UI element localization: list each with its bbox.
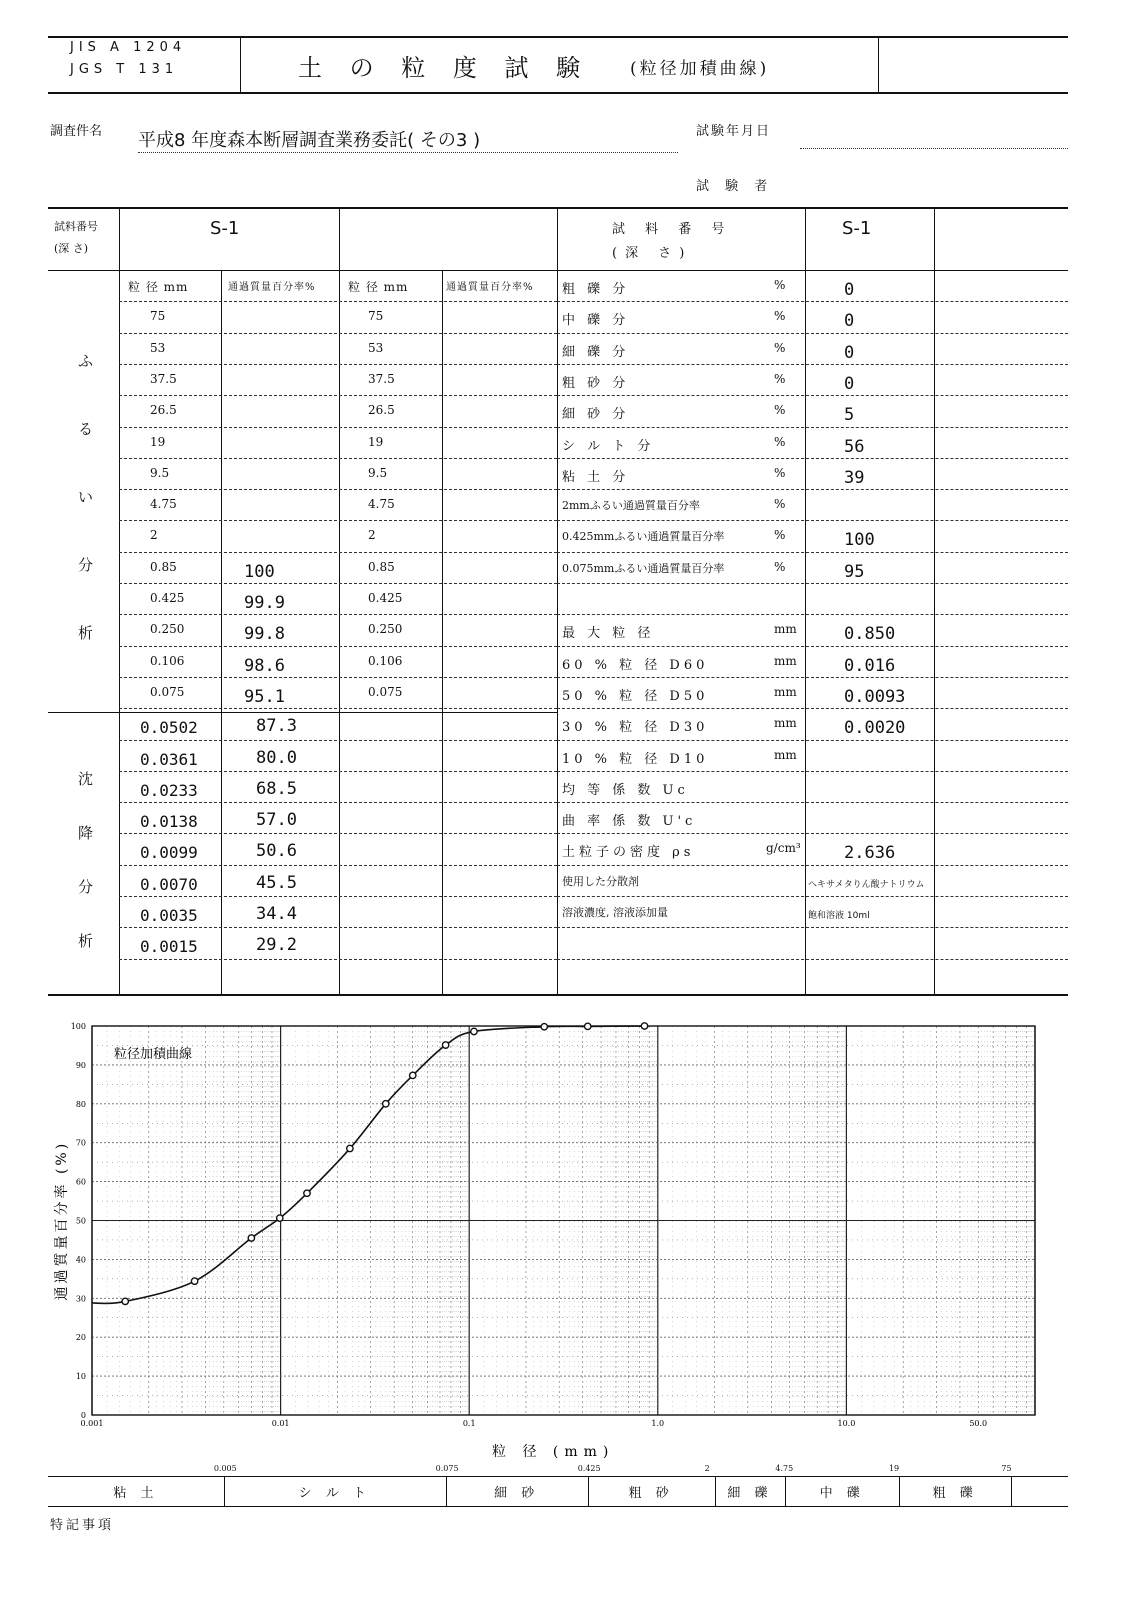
row-divider xyxy=(557,520,1068,521)
sieve-pass: 99.8 xyxy=(244,624,285,645)
y-tick-label: 100 xyxy=(70,1022,86,1031)
result-label: 10 % 粒 径 D10 xyxy=(562,751,709,767)
data-point xyxy=(585,1023,591,1029)
result-value: 0.0093 xyxy=(844,686,906,707)
class-label: 中 礫 xyxy=(819,1486,865,1501)
result-label: 60 % 粒 径 D60 xyxy=(562,657,709,673)
standard-jgs: JGS T 131 xyxy=(70,62,179,77)
sieve-size-2: 0.075 xyxy=(368,684,403,699)
result-value: 2.636 xyxy=(844,843,896,864)
result-value: 0 xyxy=(844,311,855,332)
result-unit: mm xyxy=(774,716,797,731)
x-tick-label: 0.001 xyxy=(80,1419,104,1428)
row-divider xyxy=(119,427,557,428)
class-boundary-label: 4.75 xyxy=(775,1464,794,1473)
result-label: 均 等 係 数 Uc xyxy=(562,782,689,798)
project-name: 平成8 年度森本断層調査業務委託( その3 ) xyxy=(138,126,678,153)
sieve-size-2: 0.425 xyxy=(368,591,403,605)
result-value: 0.016 xyxy=(844,655,896,676)
sieve-size: 0.075 xyxy=(150,684,185,699)
sieve-size-2: 37.5 xyxy=(368,371,395,386)
sieve-section-label: ふ xyxy=(78,352,94,370)
y-axis-label: 通過質量百分率 (%) xyxy=(54,1140,70,1301)
result-value: 56 xyxy=(844,436,865,457)
row-divider xyxy=(557,427,1068,428)
sed-size: 0.0502 xyxy=(140,718,198,738)
row-divider xyxy=(557,646,1068,647)
x-tick-label: 1.0 xyxy=(651,1419,665,1428)
sieve-size-2: 26.5 xyxy=(368,403,395,418)
sed-size: 0.0361 xyxy=(140,749,198,769)
data-point xyxy=(122,1298,128,1304)
sieve-size-2: 75 xyxy=(368,309,384,324)
sedimentation-section-label: 析 xyxy=(78,932,94,950)
row-divider xyxy=(557,833,1068,834)
result-value: 0 xyxy=(844,280,855,300)
tester-label: 試 験 者 xyxy=(696,179,774,194)
sieve-size: 0.425 xyxy=(150,591,185,605)
result-unit: % xyxy=(774,497,786,512)
row-divider xyxy=(557,552,1068,553)
x-tick-label: 0.1 xyxy=(462,1419,476,1428)
sieve-size: 0.250 xyxy=(150,622,185,637)
result-unit: % xyxy=(774,434,786,449)
row-divider xyxy=(119,959,557,960)
test-date-field xyxy=(800,147,1068,149)
result-value: 飽和溶液 10ml xyxy=(808,911,870,921)
sieve-section-label: る xyxy=(78,420,94,438)
sample-id: S-1 xyxy=(210,218,240,239)
row-divider xyxy=(119,646,557,647)
row-divider xyxy=(119,395,557,396)
class-label: 粘 土 xyxy=(113,1486,159,1501)
sed-pass: 87.3 xyxy=(256,716,297,737)
row-divider xyxy=(119,458,557,459)
standard-jis: JIS A 1204 xyxy=(70,40,187,55)
row-divider xyxy=(119,865,557,866)
sieve-size: 4.75 xyxy=(150,497,177,512)
row-divider xyxy=(557,301,1068,302)
row-divider xyxy=(557,677,1068,678)
row-divider xyxy=(557,364,1068,365)
column-header: 通過質量百分率% xyxy=(446,282,534,293)
data-point xyxy=(442,1042,448,1048)
result-unit: % xyxy=(774,559,786,574)
result-value: 100 xyxy=(844,530,875,551)
class-boundary-label: 75 xyxy=(1001,1464,1012,1473)
row-divider xyxy=(119,333,557,334)
data-point xyxy=(541,1024,547,1030)
class-boundary-label: 19 xyxy=(888,1464,900,1473)
y-tick-label: 40 xyxy=(75,1255,86,1265)
sieve-section-label: 析 xyxy=(78,624,94,642)
result-value: ヘキサメタりん酸ナトリウム xyxy=(808,879,925,890)
row-divider xyxy=(119,802,557,803)
result-value: 0 xyxy=(844,342,855,363)
y-tick-label: 60 xyxy=(75,1177,86,1187)
row-divider xyxy=(119,364,557,365)
result-unit: % xyxy=(774,465,786,480)
result-unit: % xyxy=(774,278,786,292)
sieve-size-2: 0.85 xyxy=(368,559,395,574)
class-label: 細 砂 xyxy=(494,1486,540,1501)
grain-size-chart xyxy=(40,1010,1050,1490)
y-tick-label: 0 xyxy=(80,1411,86,1420)
result-unit: mm xyxy=(774,622,797,637)
result-label: 最 大 粒 径 xyxy=(562,626,655,642)
column-header: 通過質量百分率% xyxy=(228,282,316,293)
sedimentation-section-label: 分 xyxy=(78,878,94,896)
page-subtitle: (粒径加積曲線) xyxy=(630,59,770,79)
row-divider xyxy=(557,458,1068,459)
data-point xyxy=(471,1028,477,1034)
result-label: 中 礫 分 xyxy=(562,313,630,329)
sieve-pass: 98.6 xyxy=(244,655,285,676)
row-divider xyxy=(557,395,1068,396)
row-divider xyxy=(557,896,1068,897)
right-sample-label: 試 料 番 号 xyxy=(612,222,733,237)
result-label: 0.425mmふるい通過質量百分率 xyxy=(562,530,725,544)
row-divider xyxy=(557,959,1068,960)
data-point xyxy=(347,1145,353,1151)
sed-size: 0.0138 xyxy=(140,812,198,832)
result-label: 粗 砂 分 xyxy=(562,375,630,391)
remarks-label: 特記事項 xyxy=(50,1518,115,1533)
row-divider xyxy=(557,771,1068,772)
class-divider xyxy=(1011,1476,1012,1506)
sieve-size-2: 4.75 xyxy=(368,497,395,512)
result-value: 39 xyxy=(844,467,865,488)
row-divider xyxy=(557,614,1068,615)
result-unit: mm xyxy=(774,684,797,699)
sed-pass: 45.5 xyxy=(256,872,297,893)
grading-curve xyxy=(92,1026,644,1303)
row-divider xyxy=(119,927,557,928)
sieve-size-2: 2 xyxy=(368,528,376,543)
x-tick-label: 10.0 xyxy=(837,1419,856,1428)
column-header: 粒 径 mm xyxy=(348,280,409,294)
result-unit: % xyxy=(774,403,786,418)
sed-pass: 68.5 xyxy=(256,778,297,799)
sieve-size: 2 xyxy=(150,528,158,543)
class-label: 細 礫 xyxy=(727,1486,773,1501)
data-point xyxy=(383,1101,389,1107)
sieve-size-2: 0.106 xyxy=(368,653,403,668)
result-unit: mm xyxy=(774,747,797,762)
result-label: 細 礫 分 xyxy=(562,344,630,360)
sed-pass: 29.2 xyxy=(256,935,297,956)
result-label: 細 砂 分 xyxy=(562,407,630,423)
result-label: 使用した分散剤 xyxy=(562,874,639,888)
sieve-size: 26.5 xyxy=(150,403,177,418)
sample-no-label: 試料番号 xyxy=(54,220,98,233)
sieve-pass: 100 xyxy=(244,561,275,582)
result-label: 粗 礫 分 xyxy=(562,282,630,297)
data-point xyxy=(410,1072,416,1078)
column-header: 粒 径 mm xyxy=(128,280,189,294)
row-divider xyxy=(557,708,1068,709)
result-label: 0.075mmふるい通過質量百分率 xyxy=(562,561,725,575)
row-divider xyxy=(119,771,557,772)
result-label: 曲 率 係 数 U'c xyxy=(562,814,697,830)
result-value: 95 xyxy=(844,561,865,582)
result-unit: % xyxy=(774,340,786,355)
row-divider xyxy=(557,927,1068,928)
result-label: 粘 土 分 xyxy=(562,469,630,485)
row-divider xyxy=(119,740,557,741)
sieve-size-2: 0.250 xyxy=(368,622,403,637)
row-divider xyxy=(119,614,557,615)
row-divider xyxy=(119,583,557,584)
sieve-pass: 95.1 xyxy=(244,686,285,707)
y-tick-label: 80 xyxy=(75,1099,86,1109)
class-label: 粗 砂 xyxy=(628,1486,674,1501)
row-divider xyxy=(557,489,1068,490)
sedimentation-section-label: 沈 xyxy=(78,770,94,788)
result-label: 溶液濃度, 溶液添加量 xyxy=(562,906,668,919)
result-label: 2mmふるい通過質量百分率 xyxy=(562,499,700,513)
class-boundary-label: 2 xyxy=(704,1464,710,1473)
test-date-label: 試験年月日 xyxy=(696,124,772,139)
sieve-pass: 99.9 xyxy=(244,593,285,613)
row-divider xyxy=(119,489,557,490)
class-boundary-label: 0.075 xyxy=(435,1464,459,1473)
result-unit: % xyxy=(774,528,786,543)
sieve-size-2: 53 xyxy=(368,340,384,355)
result-unit: % xyxy=(774,371,786,386)
sieve-size: 19 xyxy=(150,434,166,449)
sieve-size: 0.85 xyxy=(150,559,177,574)
sed-pass: 34.4 xyxy=(256,904,297,924)
row-divider xyxy=(557,802,1068,803)
y-tick-label: 20 xyxy=(75,1333,86,1343)
row-divider xyxy=(119,677,557,678)
sieve-size: 53 xyxy=(150,340,166,355)
y-tick-label: 30 xyxy=(75,1294,86,1304)
sed-size: 0.0035 xyxy=(140,906,198,925)
result-value: 0 xyxy=(844,373,855,394)
row-divider xyxy=(119,708,557,709)
row-divider xyxy=(557,865,1068,866)
row-divider xyxy=(119,301,557,302)
sed-size: 0.0233 xyxy=(140,780,198,800)
chart-grid xyxy=(92,1026,1035,1415)
sample-depth-label: (深 さ) xyxy=(54,242,89,255)
sed-size: 0.0015 xyxy=(140,937,198,957)
sed-size: 0.0070 xyxy=(140,874,198,894)
result-label: 30 % 粒 径 D30 xyxy=(562,720,709,736)
x-tick-label: 0.01 xyxy=(271,1419,290,1428)
class-boundary-label: 0.005 xyxy=(213,1464,237,1473)
page-title: 土 の 粒 度 試 験 xyxy=(298,54,591,82)
chart-title: 粒径加積曲線 xyxy=(114,1047,193,1062)
data-point xyxy=(248,1235,254,1241)
sed-size: 0.0099 xyxy=(140,843,198,863)
data-point xyxy=(304,1190,310,1196)
data-point xyxy=(641,1023,647,1029)
sieve-size: 75 xyxy=(150,309,166,324)
y-tick-label: 10 xyxy=(75,1372,86,1382)
data-point xyxy=(277,1215,283,1221)
result-label: シ ル ト 分 xyxy=(562,438,655,454)
x-axis-label: 粒 径 (mm) xyxy=(492,1444,615,1460)
y-tick-label: 90 xyxy=(75,1060,86,1070)
result-unit: % xyxy=(774,309,786,324)
sed-pass: 57.0 xyxy=(256,810,297,831)
y-tick-label: 50 xyxy=(75,1216,86,1226)
right-depth-label: (深 さ) xyxy=(612,246,693,261)
row-divider xyxy=(557,740,1068,741)
sieve-section-label: 分 xyxy=(78,556,94,574)
class-label: 粗 礫 xyxy=(932,1486,978,1501)
sed-pass: 80.0 xyxy=(256,747,297,768)
class-label: シ ル ト xyxy=(298,1486,371,1501)
result-label: 土粒子の密度 ρs xyxy=(562,845,695,861)
sieve-section-label: い xyxy=(78,488,94,506)
row-divider xyxy=(119,833,557,834)
row-divider xyxy=(119,552,557,553)
sieve-size: 9.5 xyxy=(150,465,170,480)
row-divider xyxy=(119,520,557,521)
sieve-size-2: 19 xyxy=(368,434,384,449)
chart-tick-labels xyxy=(71,1022,987,1428)
x-tick-label: 50.0 xyxy=(969,1419,988,1428)
sieve-size-2: 9.5 xyxy=(368,465,388,480)
row-divider xyxy=(119,896,557,897)
sedimentation-section-label: 降 xyxy=(78,824,94,842)
result-label: 50 % 粒 径 D50 xyxy=(562,688,709,704)
sieve-size: 0.106 xyxy=(150,653,185,668)
result-value: 0.850 xyxy=(844,624,896,645)
result-unit: mm xyxy=(774,653,797,668)
result-value: 5 xyxy=(844,405,855,426)
sed-pass: 50.6 xyxy=(256,841,297,862)
row-divider xyxy=(557,333,1068,334)
data-point xyxy=(191,1278,197,1284)
result-value: 0.0020 xyxy=(844,718,906,739)
y-tick-label: 70 xyxy=(75,1138,86,1148)
sieve-size: 37.5 xyxy=(150,371,177,386)
project-label: 調査件名 xyxy=(50,124,103,139)
row-divider xyxy=(557,583,1068,584)
right-sample-id: S-1 xyxy=(842,218,872,239)
class-boundary-label: 0.425 xyxy=(577,1464,601,1473)
result-unit: g/cm³ xyxy=(766,841,801,856)
